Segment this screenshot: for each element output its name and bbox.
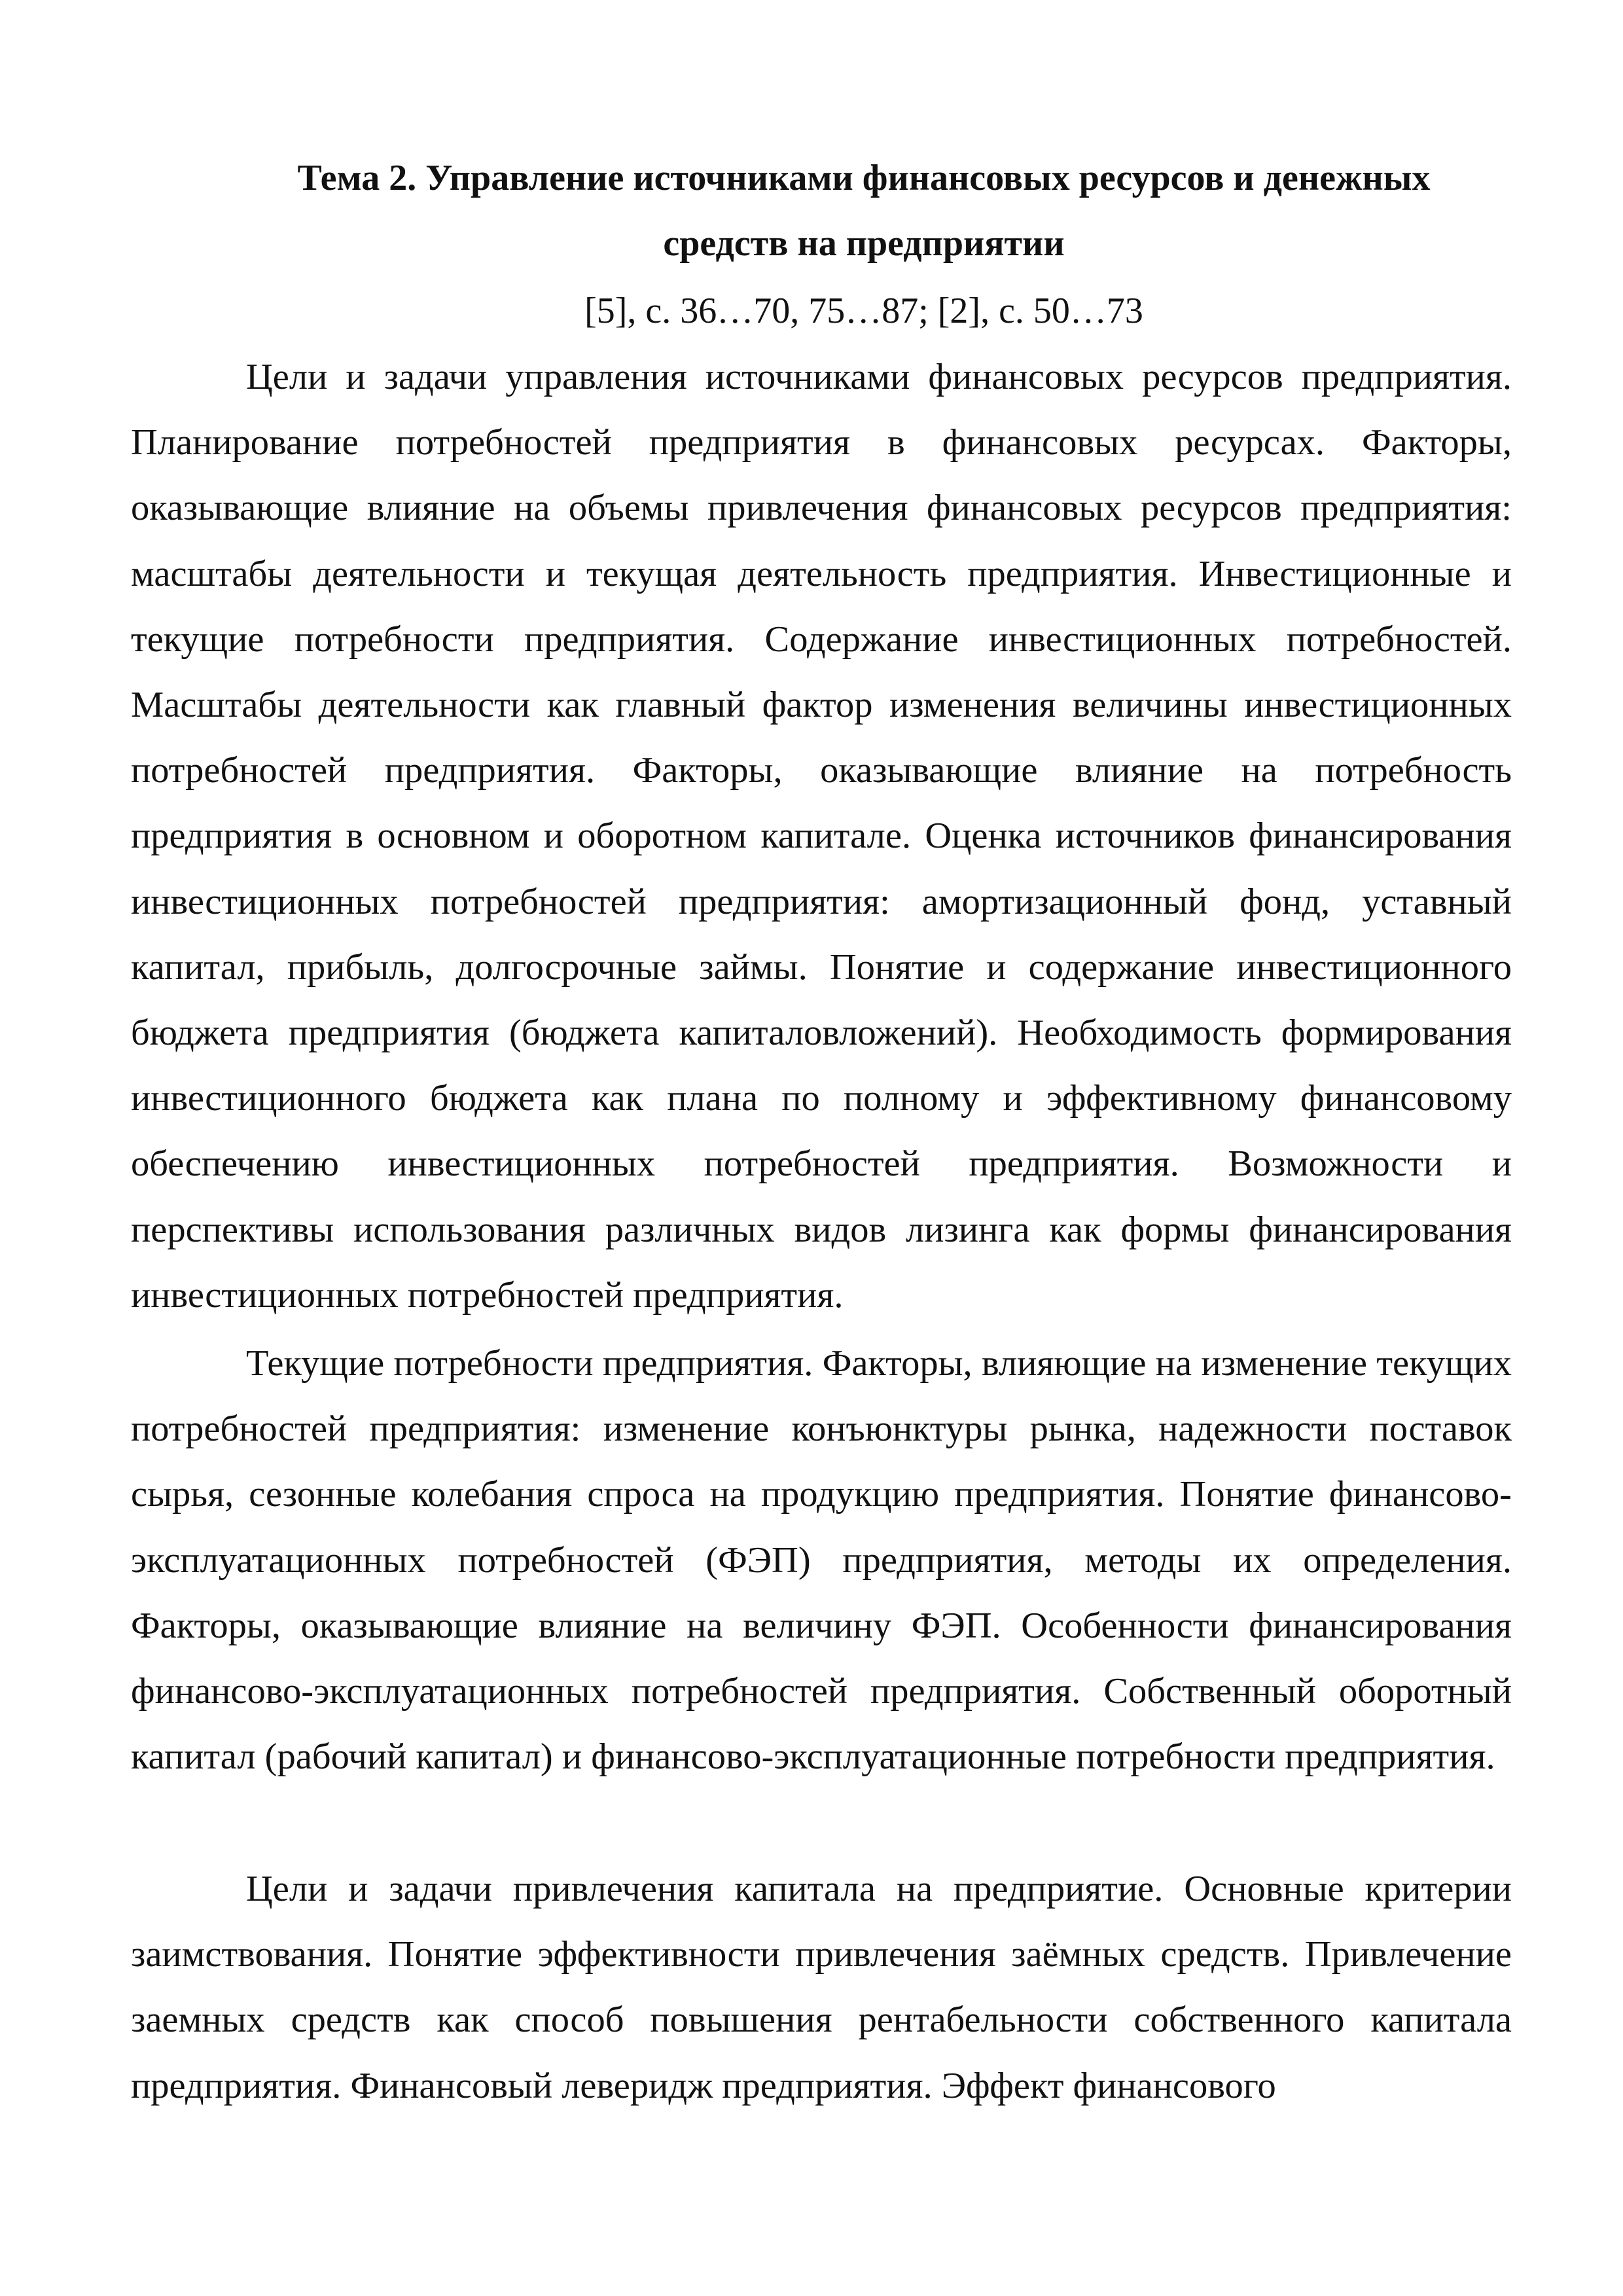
literature-references: [5], с. 36…70, 75…87; [2], с. 50…73 — [584, 291, 1143, 331]
section-title-line-2: средств на предприятии — [663, 223, 1065, 264]
paragraph-capital-attraction: Цели и задачи привлечения капитала на предприятие. Основные критерии заимствования. Понятие эффективности привлечения заёмных средств. Привлечение заемных средств как способ повышения рентабельности собственного капитала предприятия. Финансовый леверидж предприятия. Эффект финансового — [131, 1869, 1512, 2106]
paragraph-investment-needs: Цели и задачи управления источниками финансовых ресурсов предприятия. Планирование потребностей предприятия в финансовых ресурсах. Факторы, оказывающие влияние на объемы привлечения финансовых ресурсов предприятия: масштабы деятельности и текущая деятельность предприятия. Инвестиционные и текущие потребности предприятия. Содержание инвестиционных потребностей. Масштабы деятельности как главный фактор изменения величины инвестиционных потребностей предприятия. Факторы, оказывающие влияние на потребность предприятия в основном и оборотном капитале. Оценка источников финансирования инвестиционных потребностей предприятия: амортизационный фонд, уставный капитал, прибыль, долгосрочные займы. Понятие и содержание инвестиционного бюджета предприятия (бюджета капиталовложений). Необходимость формирования инвестиционного бюджета как плана по полному и эффективному финансовому обеспечению инвестиционных потребностей предприятия. Возможности и перспективы использования различных видов лизинга как формы финансирования инвестиционных потребностей предприятия. — [131, 357, 1512, 1316]
paragraph-current-needs: Текущие потребности предприятия. Факторы, влияющие на изменение текущих потребностей предприятия: изменение конъюнктуры рынка, надежности поставок сырья, сезонные колебания спроса на продукцию предприятия. Понятие финансово-эксплуатационных потребностей (ФЭП) предприятия, методы их определения. Факторы, оказывающие влияние на величину ФЭП. Особенности финансирования финансово-эксплуатационных потребностей предприятия. Собственный оборотный капитал (рабочий капитал) и финансово-эксплуатационные потребности предприятия. — [131, 1343, 1512, 1778]
section-title-line-1: Тема 2. Управление источниками финансовых ресурсов и денежных — [297, 158, 1431, 198]
